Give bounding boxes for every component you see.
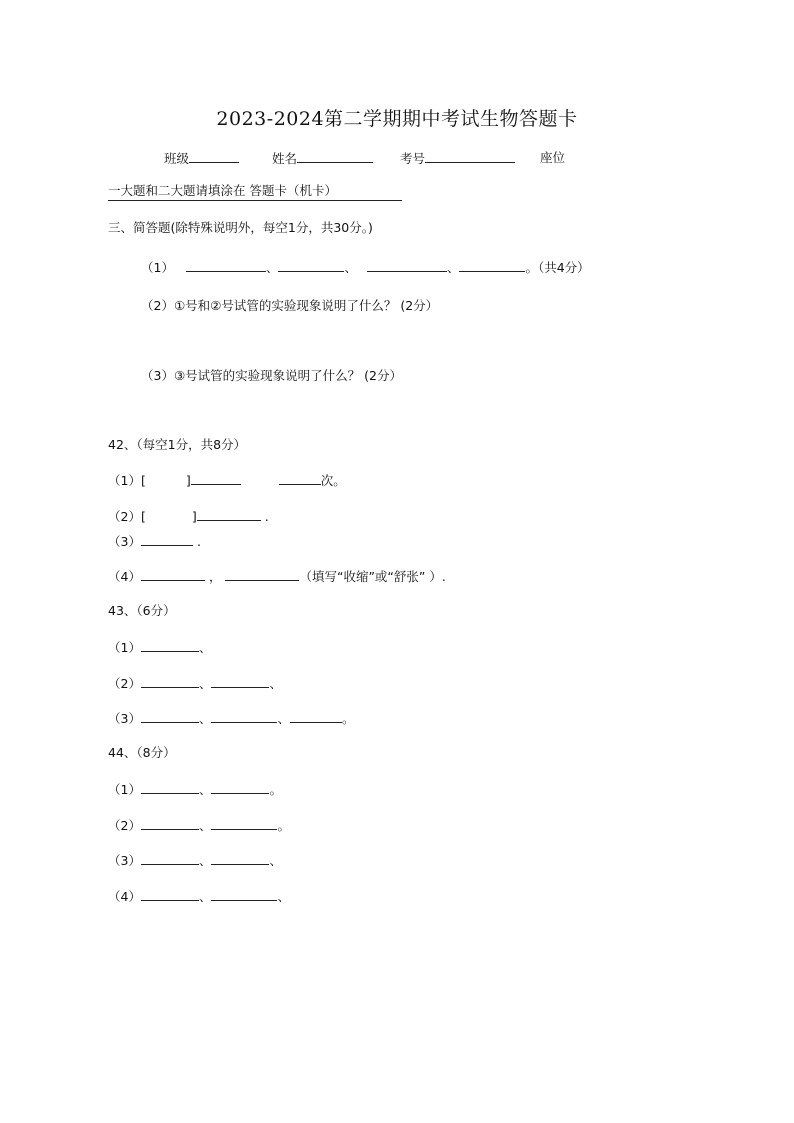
q43-p2-prefix: （2）: [108, 676, 141, 691]
q44-p4-blank-2[interactable]: [211, 888, 277, 901]
q42-heading: 42、（每空1分，共8分）: [108, 437, 247, 452]
q44-heading: 44、（8分）: [108, 745, 176, 760]
q42-p4-prefix: （4）: [108, 569, 141, 584]
seat-label: 座位: [540, 150, 566, 165]
q44-p4: [108, 888, 290, 905]
q43-p2: [108, 675, 282, 692]
q42-p2-bracket: ]: [191, 509, 197, 524]
q43-p1-prefix: （1）: [108, 640, 141, 655]
q42-p3-end: .: [196, 534, 201, 549]
q42-p1-prefix: （1）[: [108, 473, 146, 488]
q43-p3-end: 。: [341, 711, 355, 726]
class-field: [164, 150, 239, 167]
section3-heading: 三、简答题(除特殊说明外，每空1分，共30分。): [108, 220, 373, 235]
section3-q2: （2）①号和②号试管的实验现象说明了什么？ (2分）: [141, 298, 439, 313]
q44-p4-sep-2: 、: [277, 889, 290, 904]
q44-p3: [108, 852, 282, 869]
class-label: 班级: [164, 151, 190, 166]
q1-blank-3[interactable]: [367, 259, 447, 272]
q44-p4-prefix: （4）: [108, 889, 141, 904]
q44-p2: [108, 817, 290, 834]
q43-p2-sep-2: 、: [269, 676, 282, 691]
q43-p1-sep: 、: [198, 640, 212, 655]
q43-p3-blank-1[interactable]: [141, 710, 199, 723]
page-title: 2023-2024第二学期期中考试生物答题卡: [216, 108, 578, 130]
q42-p1-suffix: 次。: [320, 473, 346, 488]
q42-p4-note: （填写“收缩”或“舒张” ）.: [299, 569, 446, 584]
q42-p1-bracket: ]: [185, 473, 191, 488]
q42-p3: [108, 533, 201, 550]
section3-q3: （3）③号试管的实验现象说明了什么？ (2分）: [141, 368, 402, 383]
q43-p3-sep-1: 、: [198, 711, 212, 726]
q44-p3-prefix: （3）: [108, 853, 141, 868]
q42-p2-end: .: [264, 509, 269, 524]
q42-p4-blank-2[interactable]: [225, 568, 299, 581]
q42-p2-prefix: （2）[: [108, 509, 146, 524]
q43-p3: [108, 710, 355, 727]
q44-p3-sep-2: 、: [269, 853, 282, 868]
q42-p2-blank[interactable]: [197, 508, 261, 521]
name-blank[interactable]: [297, 150, 373, 163]
q1-prefix: （1）: [141, 260, 174, 275]
q42-p2: [108, 508, 269, 525]
q43-p3-blank-3[interactable]: [290, 710, 342, 723]
q42-p4: [108, 568, 446, 585]
q1-sep-2: 、: [344, 260, 357, 275]
q44-p2-prefix: （2）: [108, 818, 141, 833]
q1-score: （共4分）: [537, 260, 590, 275]
q43-p2-blank-1[interactable]: [141, 675, 199, 688]
q1-blank-1[interactable]: [186, 259, 266, 272]
q44-p1-prefix: （1）: [108, 782, 141, 797]
q42-p4-blank-1[interactable]: [141, 568, 205, 581]
q44-p3-blank-1[interactable]: [141, 852, 199, 865]
q42-p1-blank-2[interactable]: [279, 472, 321, 485]
q42-p1: [108, 472, 346, 489]
q42-p3-prefix: （3）: [108, 534, 141, 549]
q44-p1-blank-2[interactable]: [211, 781, 269, 794]
name-field: [272, 150, 373, 167]
q44-p1-end: 。: [269, 782, 282, 797]
q1-blank-4[interactable]: [459, 259, 525, 272]
q42-p3-blank[interactable]: [141, 533, 193, 546]
q44-p3-sep-1: 、: [198, 853, 212, 868]
q44-p2-sep: 、: [198, 818, 212, 833]
q1-sep-3: 、: [446, 260, 460, 275]
q42-p1-blank-1[interactable]: [191, 472, 241, 485]
q42-p4-comma: ，: [208, 569, 222, 584]
q1-sep-1: 、: [265, 260, 279, 275]
q44-p1-sep: 、: [198, 782, 212, 797]
q43-p3-blank-2[interactable]: [211, 710, 277, 723]
q43-p2-blank-2[interactable]: [211, 675, 269, 688]
q43-p1: [108, 639, 211, 656]
q43-p1-blank[interactable]: [141, 639, 199, 652]
name-label: 姓名: [272, 151, 298, 166]
exam-no-field: [400, 150, 515, 167]
q44-p1-blank-1[interactable]: [141, 781, 199, 794]
q44-p3-blank-2[interactable]: [211, 852, 269, 865]
section3-q1: [141, 259, 590, 276]
q43-p3-sep-2: 、: [277, 711, 290, 726]
q43-p2-sep-1: 、: [198, 676, 212, 691]
q44-p4-sep-1: 、: [198, 889, 212, 904]
exam-no-blank[interactable]: [425, 150, 515, 163]
q44-p4-blank-1[interactable]: [141, 888, 199, 901]
notice-text: 一大题和二大题请填涂在 答题卡（机卡）: [108, 183, 402, 201]
q43-heading: 43、（6分）: [108, 603, 176, 618]
q1-end: 。: [525, 260, 538, 275]
q44-p2-blank-2[interactable]: [211, 817, 277, 830]
class-blank[interactable]: [189, 150, 239, 163]
q44-p2-blank-1[interactable]: [141, 817, 199, 830]
q44-p2-end: 。: [277, 818, 290, 833]
q43-p3-prefix: （3）: [108, 711, 141, 726]
q1-blank-2[interactable]: [278, 259, 344, 272]
exam-no-label: 考号: [400, 151, 426, 166]
q44-p1: [108, 781, 282, 798]
